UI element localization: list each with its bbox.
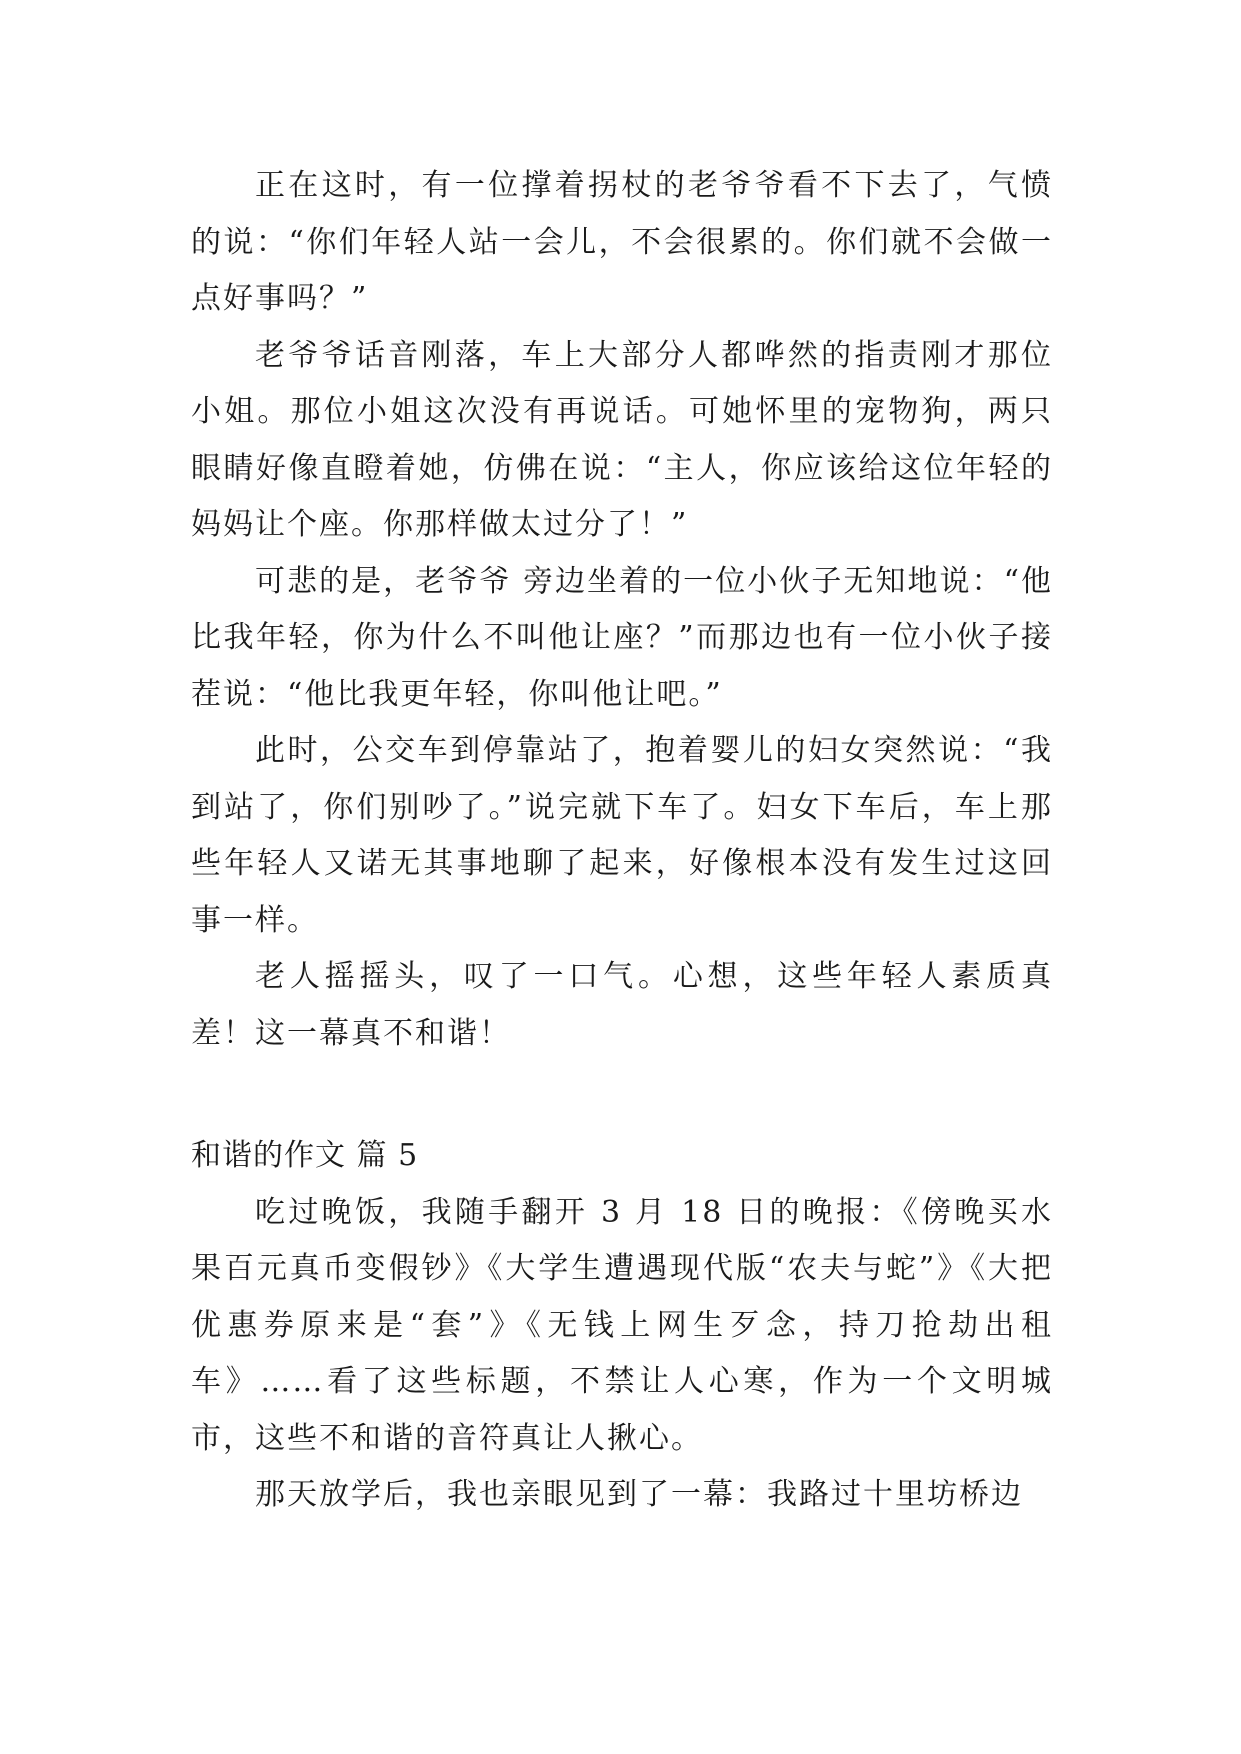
paragraph-old-man-angry: 正在这时，有一位撑着拐杖的老爷爷看不下去了，气愤的说：“你们年轻人站一会儿，不会很累的。你们就不会做一点好事吗？” [191,168,1053,316]
paragraph-bus-stop: 此时，公交车到停靠站了，抱着婴儿的妇女突然说：“我到站了，你们别吵了。”说完就下车了。妇女下车后，车上那些年轻人又诺无其事地聊了起来，好像根本没有发生过这回事一样。 [191,733,1053,938]
section-heading: 和谐的作文 篇 5 [191,1138,419,1173]
paragraph-old-man-sigh: 老人摇摇头，叹了一口气。心想，这些年轻人素质真差！这一幕真不和谐！ [191,959,1053,1051]
paragraph-after-school: 那天放学后，我也亲眼见到了一幕：我路过十里坊桥边 [255,1477,1023,1512]
paragraph-crowd-reaction: 老爷爷话音刚落，车上大部分人都哗然的指责刚才那位小姐。那位小姐这次没有再说话。可她怀里的宠物狗，两只眼睛好像直瞪着她，仿佛在说：“主人，你应该给这位年轻的妈妈让个座。你那样做太过分了！” [191,337,1053,542]
document-body [191,158,1053,1524]
paragraph-newspaper: 吃过晚饭，我随手翻开 3 月 18 日的晚报：《傍晚买水果百元真币变假钞》《大学生遭遇现代版“农夫与蛇”》《大把优惠券原来是“套”》《无钱上网生歹念，持刀抢劫出租车》……看了这些标题，不禁让人心寒，作为一个文明城市，这些不和谐的音符真让人揪心。 [191,1194,1053,1456]
paragraph-young-men-reply: 可悲的是，老爷爷 旁边坐着的一位小伙子无知地说：“他比我年轻，你为什么不叫他让座？”而那边也有一位小伙子接茬说：“他比我更年轻，你叫他让吧。” [191,563,1053,712]
